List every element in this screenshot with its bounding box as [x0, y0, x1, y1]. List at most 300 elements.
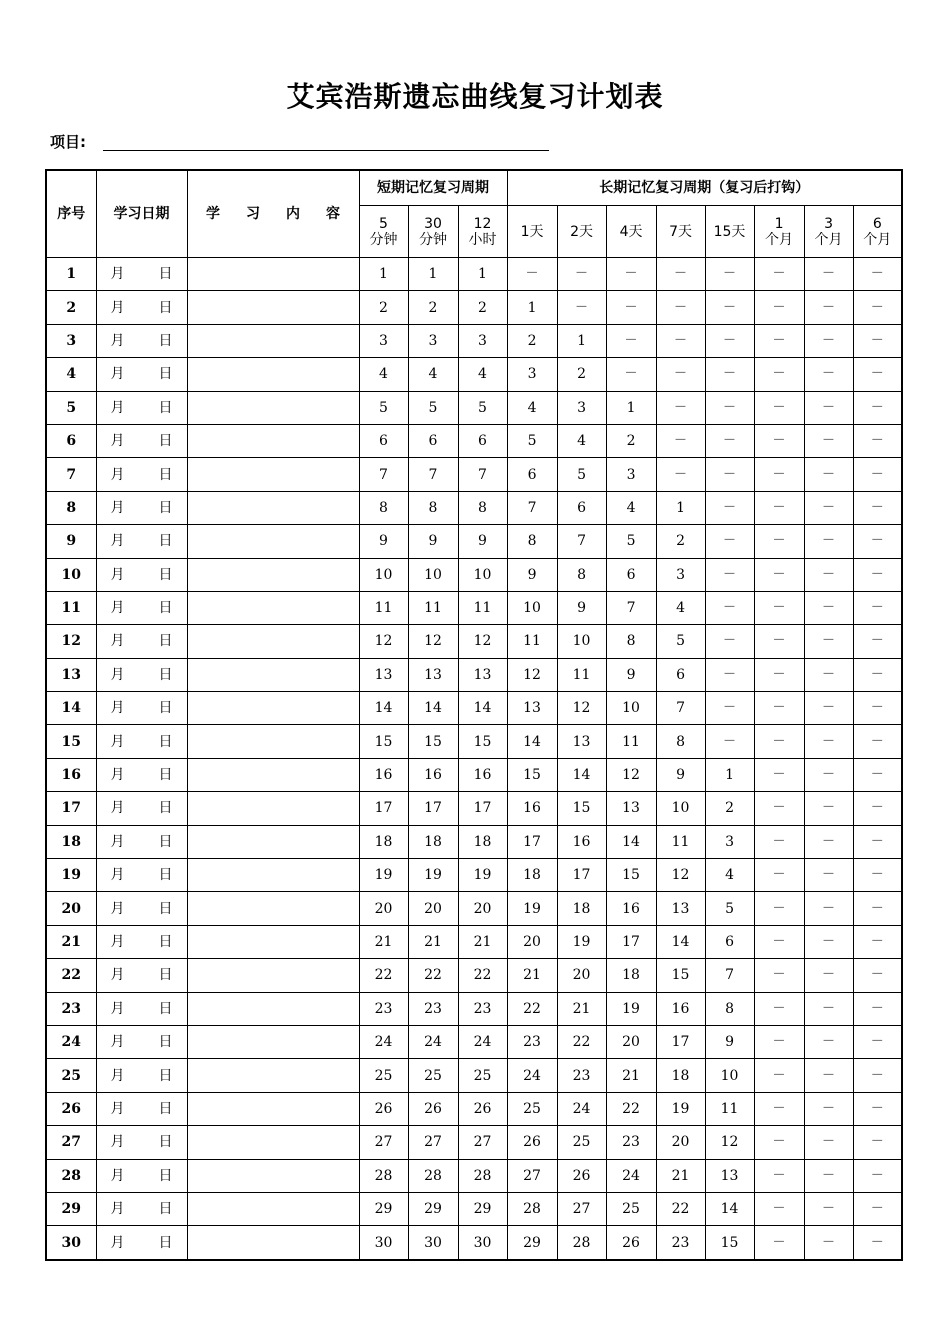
long-review-cell[interactable]: －: [754, 692, 804, 725]
long-review-cell[interactable]: －: [853, 625, 902, 658]
long-review-cell[interactable]: －: [754, 491, 804, 524]
long-review-cell[interactable]: －: [804, 458, 853, 491]
long-review-cell[interactable]: －: [754, 391, 804, 424]
long-review-cell[interactable]: －: [754, 892, 804, 925]
long-review-cell[interactable]: －: [804, 291, 853, 324]
long-review-cell[interactable]: 1: [705, 758, 754, 791]
long-review-cell[interactable]: －: [804, 591, 853, 624]
long-review-cell[interactable]: 12: [705, 1126, 754, 1159]
long-review-cell[interactable]: －: [804, 1226, 853, 1260]
long-review-cell[interactable]: －: [853, 424, 902, 457]
row-date-cell[interactable]: [96, 1126, 187, 1159]
long-review-cell[interactable]: －: [754, 725, 804, 758]
long-review-cell[interactable]: －: [754, 358, 804, 391]
long-review-cell[interactable]: 5: [656, 625, 705, 658]
row-content-cell[interactable]: [187, 324, 359, 357]
long-review-cell[interactable]: －: [557, 291, 606, 324]
long-review-cell[interactable]: 7: [507, 491, 557, 524]
long-review-cell[interactable]: －: [853, 1126, 902, 1159]
row-content-cell[interactable]: [187, 1192, 359, 1225]
long-review-cell[interactable]: －: [705, 558, 754, 591]
long-review-cell[interactable]: 15: [705, 1226, 754, 1260]
long-review-cell[interactable]: 10: [705, 1059, 754, 1092]
long-review-cell[interactable]: －: [606, 291, 656, 324]
long-review-cell[interactable]: 6: [656, 658, 705, 691]
long-review-cell[interactable]: 16: [507, 792, 557, 825]
project-input-line[interactable]: [103, 150, 549, 151]
long-review-cell[interactable]: －: [804, 859, 853, 892]
long-review-cell[interactable]: 16: [557, 825, 606, 858]
row-date-cell[interactable]: [96, 792, 187, 825]
row-content-cell[interactable]: [187, 1159, 359, 1192]
row-date-cell[interactable]: [96, 992, 187, 1025]
long-review-cell[interactable]: －: [705, 258, 754, 291]
long-review-cell[interactable]: 8: [606, 625, 656, 658]
long-review-cell[interactable]: 15: [507, 758, 557, 791]
long-review-cell[interactable]: －: [853, 525, 902, 558]
long-review-cell[interactable]: －: [705, 692, 754, 725]
row-date-cell[interactable]: [96, 291, 187, 324]
long-review-cell[interactable]: 21: [656, 1159, 705, 1192]
long-review-cell[interactable]: －: [804, 1126, 853, 1159]
row-date-cell[interactable]: [96, 1226, 187, 1260]
long-review-cell[interactable]: 3: [656, 558, 705, 591]
long-review-cell[interactable]: 16: [606, 892, 656, 925]
long-review-cell[interactable]: 8: [507, 525, 557, 558]
long-review-cell[interactable]: 19: [557, 925, 606, 958]
long-review-cell[interactable]: 17: [656, 1025, 705, 1058]
row-content-cell[interactable]: [187, 424, 359, 457]
row-content-cell[interactable]: [187, 458, 359, 491]
long-review-cell[interactable]: －: [853, 758, 902, 791]
long-review-cell[interactable]: 18: [656, 1059, 705, 1092]
long-review-cell[interactable]: －: [804, 825, 853, 858]
long-review-cell[interactable]: 20: [507, 925, 557, 958]
long-review-cell[interactable]: 2: [507, 324, 557, 357]
long-review-cell[interactable]: 23: [557, 1059, 606, 1092]
long-review-cell[interactable]: 3: [507, 358, 557, 391]
long-review-cell[interactable]: 9: [507, 558, 557, 591]
long-review-cell[interactable]: 9: [705, 1025, 754, 1058]
long-review-cell[interactable]: －: [804, 1192, 853, 1225]
long-review-cell[interactable]: 9: [557, 591, 606, 624]
long-review-cell[interactable]: －: [656, 324, 705, 357]
long-review-cell[interactable]: －: [705, 625, 754, 658]
long-review-cell[interactable]: －: [754, 424, 804, 457]
long-review-cell[interactable]: －: [804, 725, 853, 758]
long-review-cell[interactable]: －: [507, 258, 557, 291]
row-date-cell[interactable]: [96, 525, 187, 558]
long-review-cell[interactable]: －: [804, 758, 853, 791]
long-review-cell[interactable]: 22: [507, 992, 557, 1025]
row-content-cell[interactable]: [187, 658, 359, 691]
long-review-cell[interactable]: －: [754, 1059, 804, 1092]
long-review-cell[interactable]: －: [705, 725, 754, 758]
long-review-cell[interactable]: －: [754, 1126, 804, 1159]
long-review-cell[interactable]: －: [705, 491, 754, 524]
long-review-cell[interactable]: 8: [557, 558, 606, 591]
row-content-cell[interactable]: [187, 1059, 359, 1092]
long-review-cell[interactable]: －: [853, 1159, 902, 1192]
long-review-cell[interactable]: －: [804, 558, 853, 591]
long-review-cell[interactable]: 13: [507, 692, 557, 725]
long-review-cell[interactable]: 10: [507, 591, 557, 624]
long-review-cell[interactable]: 24: [507, 1059, 557, 1092]
long-review-cell[interactable]: 1: [507, 291, 557, 324]
long-review-cell[interactable]: 14: [705, 1192, 754, 1225]
long-review-cell[interactable]: －: [853, 1226, 902, 1260]
row-content-cell[interactable]: [187, 258, 359, 291]
long-review-cell[interactable]: －: [606, 324, 656, 357]
long-review-cell[interactable]: 22: [557, 1025, 606, 1058]
row-content-cell[interactable]: [187, 558, 359, 591]
long-review-cell[interactable]: －: [754, 258, 804, 291]
long-review-cell[interactable]: 9: [606, 658, 656, 691]
row-date-cell[interactable]: [96, 558, 187, 591]
row-content-cell[interactable]: [187, 859, 359, 892]
long-review-cell[interactable]: 3: [606, 458, 656, 491]
long-review-cell[interactable]: 10: [557, 625, 606, 658]
long-review-cell[interactable]: 12: [656, 859, 705, 892]
long-review-cell[interactable]: 2: [656, 525, 705, 558]
row-date-cell[interactable]: [96, 658, 187, 691]
long-review-cell[interactable]: －: [656, 291, 705, 324]
long-review-cell[interactable]: 19: [656, 1092, 705, 1125]
row-date-cell[interactable]: [96, 959, 187, 992]
row-content-cell[interactable]: [187, 992, 359, 1025]
row-date-cell[interactable]: [96, 725, 187, 758]
long-review-cell[interactable]: －: [853, 458, 902, 491]
long-review-cell[interactable]: 21: [606, 1059, 656, 1092]
long-review-cell[interactable]: －: [754, 591, 804, 624]
long-review-cell[interactable]: －: [804, 1059, 853, 1092]
long-review-cell[interactable]: －: [705, 591, 754, 624]
long-review-cell[interactable]: 25: [507, 1092, 557, 1125]
long-review-cell[interactable]: 13: [606, 792, 656, 825]
long-review-cell[interactable]: 8: [705, 992, 754, 1025]
long-review-cell[interactable]: －: [804, 1159, 853, 1192]
row-date-cell[interactable]: [96, 758, 187, 791]
long-review-cell[interactable]: －: [754, 458, 804, 491]
row-date-cell[interactable]: [96, 1159, 187, 1192]
long-review-cell[interactable]: 11: [557, 658, 606, 691]
long-review-cell[interactable]: 17: [557, 859, 606, 892]
long-review-cell[interactable]: －: [804, 525, 853, 558]
long-review-cell[interactable]: 2: [705, 792, 754, 825]
long-review-cell[interactable]: －: [853, 1092, 902, 1125]
row-content-cell[interactable]: [187, 491, 359, 524]
row-date-cell[interactable]: [96, 892, 187, 925]
row-date-cell[interactable]: [96, 925, 187, 958]
long-review-cell[interactable]: －: [853, 692, 902, 725]
long-review-cell[interactable]: －: [853, 391, 902, 424]
long-review-cell[interactable]: 11: [656, 825, 705, 858]
row-date-cell[interactable]: [96, 825, 187, 858]
long-review-cell[interactable]: 4: [557, 424, 606, 457]
row-date-cell[interactable]: [96, 1025, 187, 1058]
long-review-cell[interactable]: 23: [606, 1126, 656, 1159]
row-content-cell[interactable]: [187, 725, 359, 758]
long-review-cell[interactable]: －: [754, 825, 804, 858]
long-review-cell[interactable]: 18: [507, 859, 557, 892]
long-review-cell[interactable]: 8: [656, 725, 705, 758]
long-review-cell[interactable]: 2: [606, 424, 656, 457]
long-review-cell[interactable]: 1: [557, 324, 606, 357]
long-review-cell[interactable]: 24: [557, 1092, 606, 1125]
row-date-cell[interactable]: [96, 424, 187, 457]
long-review-cell[interactable]: －: [853, 324, 902, 357]
long-review-cell[interactable]: 12: [606, 758, 656, 791]
row-date-cell[interactable]: [96, 1059, 187, 1092]
long-review-cell[interactable]: －: [705, 324, 754, 357]
long-review-cell[interactable]: 10: [606, 692, 656, 725]
long-review-cell[interactable]: －: [853, 859, 902, 892]
long-review-cell[interactable]: －: [853, 658, 902, 691]
long-review-cell[interactable]: －: [754, 558, 804, 591]
long-review-cell[interactable]: －: [656, 391, 705, 424]
long-review-cell[interactable]: 21: [557, 992, 606, 1025]
long-review-cell[interactable]: 19: [606, 992, 656, 1025]
long-review-cell[interactable]: －: [804, 925, 853, 958]
long-review-cell[interactable]: 5: [606, 525, 656, 558]
long-review-cell[interactable]: －: [804, 959, 853, 992]
long-review-cell[interactable]: －: [656, 424, 705, 457]
long-review-cell[interactable]: 20: [606, 1025, 656, 1058]
long-review-cell[interactable]: －: [804, 892, 853, 925]
row-content-cell[interactable]: [187, 692, 359, 725]
long-review-cell[interactable]: 5: [507, 424, 557, 457]
long-review-cell[interactable]: －: [606, 358, 656, 391]
row-date-cell[interactable]: [96, 391, 187, 424]
long-review-cell[interactable]: 26: [606, 1226, 656, 1260]
long-review-cell[interactable]: 22: [606, 1092, 656, 1125]
long-review-cell[interactable]: 19: [507, 892, 557, 925]
long-review-cell[interactable]: 15: [606, 859, 656, 892]
row-content-cell[interactable]: [187, 1226, 359, 1260]
long-review-cell[interactable]: －: [754, 625, 804, 658]
long-review-cell[interactable]: 18: [606, 959, 656, 992]
long-review-cell[interactable]: －: [754, 1092, 804, 1125]
long-review-cell[interactable]: 12: [507, 658, 557, 691]
long-review-cell[interactable]: －: [804, 491, 853, 524]
long-review-cell[interactable]: 10: [656, 792, 705, 825]
long-review-cell[interactable]: 11: [705, 1092, 754, 1125]
long-review-cell[interactable]: 14: [557, 758, 606, 791]
row-date-cell[interactable]: [96, 591, 187, 624]
long-review-cell[interactable]: 28: [507, 1192, 557, 1225]
row-content-cell[interactable]: [187, 391, 359, 424]
row-date-cell[interactable]: [96, 625, 187, 658]
long-review-cell[interactable]: 4: [705, 859, 754, 892]
long-review-cell[interactable]: －: [853, 1025, 902, 1058]
long-review-cell[interactable]: 13: [557, 725, 606, 758]
long-review-cell[interactable]: 18: [557, 892, 606, 925]
row-date-cell[interactable]: [96, 324, 187, 357]
long-review-cell[interactable]: 4: [656, 591, 705, 624]
long-review-cell[interactable]: 6: [557, 491, 606, 524]
long-review-cell[interactable]: 14: [507, 725, 557, 758]
long-review-cell[interactable]: 13: [705, 1159, 754, 1192]
long-review-cell[interactable]: 14: [606, 825, 656, 858]
long-review-cell[interactable]: 7: [606, 591, 656, 624]
row-content-cell[interactable]: [187, 1092, 359, 1125]
long-review-cell[interactable]: －: [853, 925, 902, 958]
long-review-cell[interactable]: －: [705, 358, 754, 391]
long-review-cell[interactable]: －: [754, 992, 804, 1025]
long-review-cell[interactable]: 24: [606, 1159, 656, 1192]
row-content-cell[interactable]: [187, 625, 359, 658]
long-review-cell[interactable]: 7: [656, 692, 705, 725]
long-review-cell[interactable]: 25: [557, 1126, 606, 1159]
row-date-cell[interactable]: [96, 692, 187, 725]
long-review-cell[interactable]: 20: [656, 1126, 705, 1159]
long-review-cell[interactable]: －: [705, 291, 754, 324]
long-review-cell[interactable]: 15: [656, 959, 705, 992]
long-review-cell[interactable]: －: [754, 859, 804, 892]
long-review-cell[interactable]: －: [656, 458, 705, 491]
long-review-cell[interactable]: 21: [507, 959, 557, 992]
long-review-cell[interactable]: 1: [606, 391, 656, 424]
long-review-cell[interactable]: －: [804, 358, 853, 391]
long-review-cell[interactable]: 1: [656, 491, 705, 524]
long-review-cell[interactable]: －: [754, 291, 804, 324]
long-review-cell[interactable]: －: [804, 258, 853, 291]
long-review-cell[interactable]: －: [804, 658, 853, 691]
long-review-cell[interactable]: －: [754, 658, 804, 691]
row-content-cell[interactable]: [187, 591, 359, 624]
long-review-cell[interactable]: －: [557, 258, 606, 291]
long-review-cell[interactable]: 26: [507, 1126, 557, 1159]
long-review-cell[interactable]: －: [853, 959, 902, 992]
long-review-cell[interactable]: －: [656, 258, 705, 291]
long-review-cell[interactable]: 17: [507, 825, 557, 858]
long-review-cell[interactable]: －: [754, 324, 804, 357]
long-review-cell[interactable]: 5: [557, 458, 606, 491]
row-content-cell[interactable]: [187, 758, 359, 791]
long-review-cell[interactable]: －: [606, 258, 656, 291]
long-review-cell[interactable]: －: [754, 1226, 804, 1260]
long-review-cell[interactable]: 2: [557, 358, 606, 391]
long-review-cell[interactable]: －: [754, 1159, 804, 1192]
row-date-cell[interactable]: [96, 491, 187, 524]
long-review-cell[interactable]: －: [804, 424, 853, 457]
long-review-cell[interactable]: －: [853, 258, 902, 291]
long-review-cell[interactable]: －: [705, 658, 754, 691]
long-review-cell[interactable]: －: [705, 458, 754, 491]
long-review-cell[interactable]: －: [804, 1092, 853, 1125]
long-review-cell[interactable]: －: [656, 358, 705, 391]
long-review-cell[interactable]: 29: [507, 1226, 557, 1260]
long-review-cell[interactable]: －: [853, 491, 902, 524]
row-date-cell[interactable]: [96, 358, 187, 391]
long-review-cell[interactable]: －: [754, 792, 804, 825]
long-review-cell[interactable]: －: [754, 1025, 804, 1058]
long-review-cell[interactable]: 3: [705, 825, 754, 858]
long-review-cell[interactable]: 20: [557, 959, 606, 992]
long-review-cell[interactable]: 26: [557, 1159, 606, 1192]
row-date-cell[interactable]: [96, 859, 187, 892]
row-content-cell[interactable]: [187, 1025, 359, 1058]
long-review-cell[interactable]: －: [853, 992, 902, 1025]
row-date-cell[interactable]: [96, 1092, 187, 1125]
row-content-cell[interactable]: [187, 1126, 359, 1159]
long-review-cell[interactable]: －: [754, 1192, 804, 1225]
row-content-cell[interactable]: [187, 525, 359, 558]
long-review-cell[interactable]: 27: [557, 1192, 606, 1225]
long-review-cell[interactable]: －: [804, 692, 853, 725]
long-review-cell[interactable]: －: [853, 1059, 902, 1092]
long-review-cell[interactable]: －: [853, 558, 902, 591]
long-review-cell[interactable]: 14: [656, 925, 705, 958]
long-review-cell[interactable]: －: [754, 758, 804, 791]
long-review-cell[interactable]: 23: [507, 1025, 557, 1058]
row-content-cell[interactable]: [187, 959, 359, 992]
long-review-cell[interactable]: 16: [656, 992, 705, 1025]
long-review-cell[interactable]: －: [705, 525, 754, 558]
long-review-cell[interactable]: －: [804, 992, 853, 1025]
long-review-cell[interactable]: －: [754, 959, 804, 992]
long-review-cell[interactable]: －: [853, 725, 902, 758]
long-review-cell[interactable]: 15: [557, 792, 606, 825]
long-review-cell[interactable]: －: [853, 591, 902, 624]
long-review-cell[interactable]: －: [853, 1192, 902, 1225]
row-content-cell[interactable]: [187, 291, 359, 324]
long-review-cell[interactable]: 6: [507, 458, 557, 491]
long-review-cell[interactable]: 28: [557, 1226, 606, 1260]
long-review-cell[interactable]: －: [853, 825, 902, 858]
long-review-cell[interactable]: －: [754, 525, 804, 558]
row-content-cell[interactable]: [187, 792, 359, 825]
long-review-cell[interactable]: 17: [606, 925, 656, 958]
long-review-cell[interactable]: －: [804, 391, 853, 424]
long-review-cell[interactable]: 7: [705, 959, 754, 992]
long-review-cell[interactable]: 13: [656, 892, 705, 925]
row-content-cell[interactable]: [187, 358, 359, 391]
long-review-cell[interactable]: 11: [507, 625, 557, 658]
long-review-cell[interactable]: －: [853, 792, 902, 825]
long-review-cell[interactable]: 25: [606, 1192, 656, 1225]
long-review-cell[interactable]: －: [804, 324, 853, 357]
long-review-cell[interactable]: －: [705, 391, 754, 424]
long-review-cell[interactable]: 4: [507, 391, 557, 424]
long-review-cell[interactable]: 11: [606, 725, 656, 758]
long-review-cell[interactable]: 3: [557, 391, 606, 424]
long-review-cell[interactable]: 6: [606, 558, 656, 591]
long-review-cell[interactable]: 4: [606, 491, 656, 524]
long-review-cell[interactable]: 5: [705, 892, 754, 925]
long-review-cell[interactable]: 7: [557, 525, 606, 558]
long-review-cell[interactable]: －: [804, 625, 853, 658]
row-date-cell[interactable]: [96, 258, 187, 291]
row-date-cell[interactable]: [96, 1192, 187, 1225]
long-review-cell[interactable]: －: [804, 792, 853, 825]
long-review-cell[interactable]: 9: [656, 758, 705, 791]
long-review-cell[interactable]: －: [853, 358, 902, 391]
long-review-cell[interactable]: －: [754, 925, 804, 958]
long-review-cell[interactable]: －: [705, 424, 754, 457]
long-review-cell[interactable]: 23: [656, 1226, 705, 1260]
long-review-cell[interactable]: －: [853, 892, 902, 925]
row-content-cell[interactable]: [187, 825, 359, 858]
long-review-cell[interactable]: 22: [656, 1192, 705, 1225]
long-review-cell[interactable]: 12: [557, 692, 606, 725]
row-date-cell[interactable]: [96, 458, 187, 491]
long-review-cell[interactable]: 27: [507, 1159, 557, 1192]
row-content-cell[interactable]: [187, 892, 359, 925]
long-review-cell[interactable]: 6: [705, 925, 754, 958]
row-content-cell[interactable]: [187, 925, 359, 958]
long-review-cell[interactable]: －: [804, 1025, 853, 1058]
